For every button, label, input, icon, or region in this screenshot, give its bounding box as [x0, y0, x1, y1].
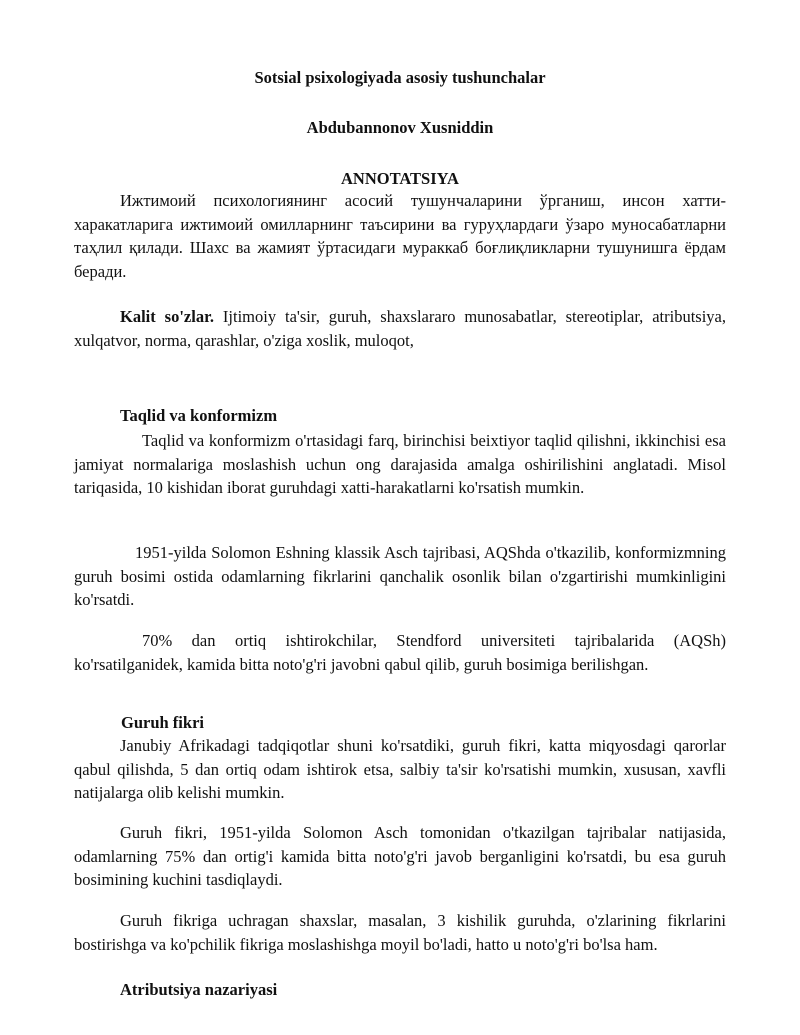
- section-heading-guruh-fikri: Guruh fikri: [121, 713, 204, 732]
- paragraph: Taqlid va konformizm o'rtasidagi farq, birinchisi beixtiyor taqlid qilishni, ikkinchisi esa jamiyat normalariga moslashish uchun ong darajasida amalga oshirilishini anglatadi. Misol tariqasida, 10 kishidan iborat guruhdagi xatti-harakatlarni ko'rsatish mumkin.: [74, 431, 726, 498]
- annotation-text: Ижтимоий психологиянинг асосий тушунчаларини ўрганиш, инсон хатти-харакатларига ижтимоий омилларнинг таъсирини ва гуруҳлардаги ўзаро муносабатларни таҳлил қилади. Шахс ва жамият ўртасидаги мураккаб боғлиқликларни тушунишга ёрдам беради.: [74, 191, 726, 281]
- paragraph: 1951-yilda Solomon Eshning klassik Asch tajribasi, AQShda o'tkazilib, konformizmning guruh bosimi ostida odamlarning fikrlarini qanchalik osonlik bilan o'zgartirishi mumkinligini ko'rsatdi.: [74, 543, 726, 610]
- keywords-text: Ijtimoiy ta'sir, guruh, shaxslararo munosabatlar, stereotiplar, atributsiya, xulqatvor, norma, qarashlar, o'ziga xoslik, muloqot,: [74, 307, 726, 350]
- paragraph: Guruh fikri, 1951-yilda Solomon Asch tomonidan o'tkazilgan tajribalar natijasida, odamlarning 75% dan ortig'i kamida bitta noto'g'ri javob berganligini ko'rsatdi, bu esa guruh bosimining kuchini tasdiqlaydi.: [74, 823, 726, 890]
- document-title: Sotsial psixologiyada asosiy tushunchalar: [254, 68, 546, 87]
- paragraph: 70% dan ortiq ishtirokchilar, Stendford universiteti tajribalarida (AQSh) ko'rsatilganidek, kamida bitta noto'g'ri javobni qabul qilib, guruh bosimiga berilishgan.: [74, 631, 726, 674]
- annotation-heading: ANNOTATSIYA: [341, 169, 459, 188]
- paragraph: Guruh fikriga uchragan shaxslar, masalan, 3 kishilik guruhda, o'zlarining fikrlarini bostirishga va ko'pchilik fikriga moslashishga moyil bo'ladi, hatto u noto'g'ri bo'lsa ham.: [74, 911, 726, 954]
- keywords-paragraph: [74, 305, 726, 352]
- annotation-paragraph: [74, 189, 726, 283]
- section-heading-atributsiya: Atributsiya nazariyasi: [120, 980, 278, 999]
- paragraph: Janubiy Afrikadagi tadqiqotlar shuni ko'rsatdiki, guruh fikri, katta miqyosdagi qarorlar qabul qilishda, 5 dan ortiq odam ishtirok etsa, salbiy ta'sir ko'rsatishi mumkin, xususan, xavfli natijalarga olib kelishi mumkin.: [74, 736, 726, 803]
- section-heading-taqlid: Taqlid va konformizm: [120, 406, 278, 425]
- document-author: Abdubannonov Xusniddin: [306, 118, 494, 137]
- keywords-label: Kalit so'zlar.: [120, 307, 215, 326]
